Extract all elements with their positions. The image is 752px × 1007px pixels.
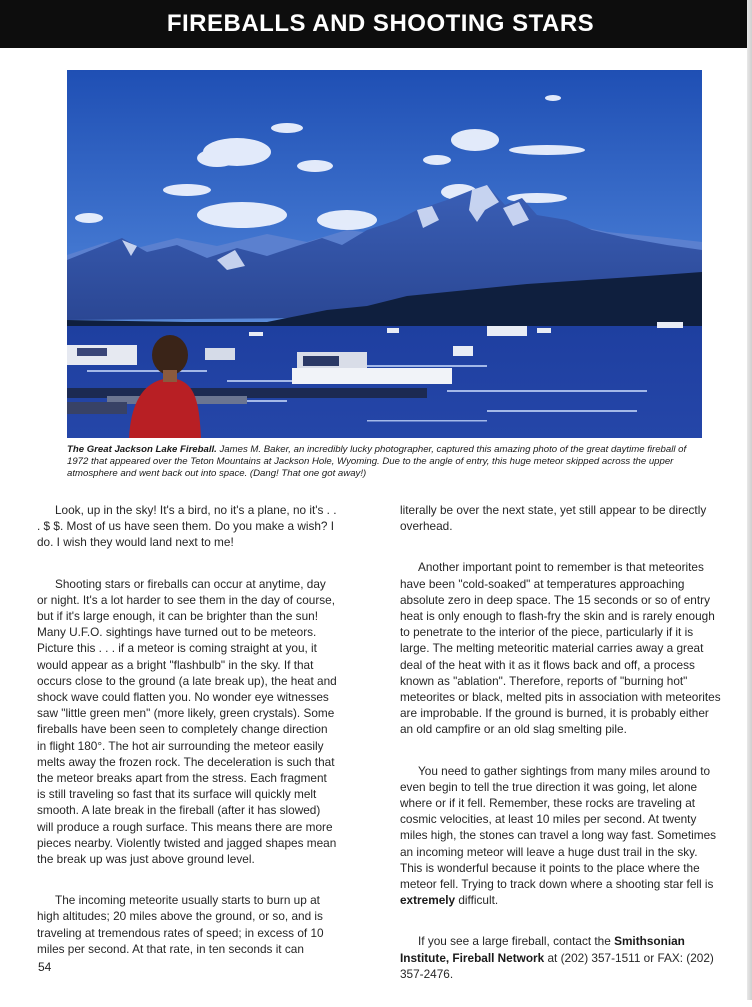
paragraph: Another important point to remember is that meteorites have been "cold-soaked" at temperatures approaching absolute zero in deep space. The 15 seconds or so of entry heat is only enough to flash-fry the skin and is rarely enough to penetrate to the interior of the piece, particularly if it is large. The melting meteoritic material carries away a great deal of the heat with it as it flows back and off, a process known as "ablation". Therefore, reports of "burning hot" meteorites or black, melted pits in association with meteorites are improbable. If the ground is burned, it is probably either an old campfire or an old slag smelting pile. xyxy=(400,560,721,737)
fireball-photo xyxy=(67,70,702,438)
caption-text: James M. Baker, an incredibly lucky photographer, captured this amazing photo of the great daytime fireball of 1972 that appeared over the Teton Mountains at Jackson Hole, Wyoming. Due to the angle of entry, this huge meteor skipped across the upper atmosphere and went back out into space. (Dang! That one got away!) xyxy=(67,444,687,480)
paragraph-text: difficult. xyxy=(455,893,499,908)
contact-info: at (202) 357-1511 or FAX: (202) 357-2476. xyxy=(400,950,714,981)
emphasis: extremely xyxy=(400,893,456,908)
paragraph: Look, up in the sky! It's a bird, no it's a plane, no it's . . . $ $. Most of us have seen them. Do you make a wish? I do. I wish they would land next to me! xyxy=(37,503,337,550)
paragraph: The incoming meteorite usually starts to burn up at high altitudes; 20 miles above the ground, or so, and is traveling at tremendous rates of speed; in excess of 10 miles per second. At that rate, in ten seconds it can xyxy=(37,893,324,956)
header-band xyxy=(0,0,747,48)
paragraph xyxy=(400,933,722,982)
lake-mountain-scene xyxy=(67,70,702,438)
caption-title: The Great Jackson Lake Fireball. xyxy=(67,444,217,455)
paragraph-text: If you see a large fireball, contact the xyxy=(418,934,615,949)
right-column xyxy=(400,502,722,1007)
page-number: 54 xyxy=(38,960,52,974)
paragraph: Shooting stars or fireballs can occur at anytime, day or night. It's a lot harder to see them in the day of course, but if it's large enough, it can be brighter than the sun! Many U.F.O. sightings have turned out to be meteors. Picture this . . . if a meteor is coming straight at you, it would appear as a bright "flashbulb" in the sky. If that occurs close to the ground (a late break up), the heat and shock wave could flatten you. No wonder eye witnesses saw "little green men" (more likely, green crystals). Some fireballs have been seen to completely change direction in flight 180°. The hot air surrounding the meteor easily melts away the frozen rock. The deceleration is such that the meteor breaks apart from the stress. Each fragment is still traveling so fast that its surface will quickly melt smooth. A late break in the fireball (after it has slowed) will produce a rough surface. This means there are more pieces nearby. Violently twisted and jagged shapes mean the break up was just above ground level. xyxy=(37,576,337,867)
page-title: FIREBALLS AND SHOOTING STARS xyxy=(166,10,595,37)
page-edge xyxy=(747,0,752,1000)
left-column xyxy=(37,502,337,982)
paragraph xyxy=(400,763,722,909)
paragraph: literally be over the next state, yet still appear to be directly overhead. xyxy=(400,503,707,534)
organization-name: Smithsonian Institute, Fireball Network xyxy=(400,934,685,965)
photo-caption xyxy=(67,444,707,481)
paragraph-text: You need to gather sightings from many miles around to even begin to tell the true direction it was going, let alone where or if it fell. Remember, these rocks are traveling at cosmic velocities, at least 10 miles per second. At twenty miles high, the stones can travel a long way fast. Sometimes an incoming meteor will leave a huge dust trail in the sky. This is wonderful because it points to the place where the meteor fell. Trying to track down where a shooting star fell is xyxy=(400,763,717,892)
